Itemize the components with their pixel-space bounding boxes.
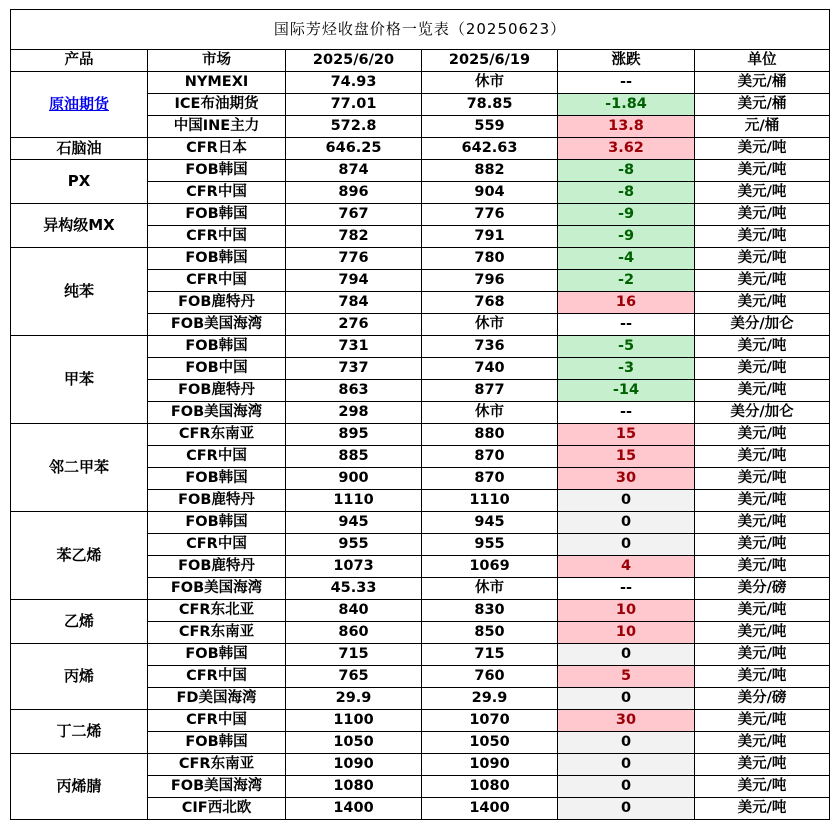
product-cell[interactable] — [11, 72, 148, 138]
table-row — [11, 644, 830, 666]
market-cell: FOB美国海湾 — [148, 578, 286, 600]
unit-cell: 美元/吨 — [695, 160, 830, 182]
price-date-2-cell: 29.9 — [422, 688, 558, 710]
table-row — [11, 424, 830, 446]
unit-cell: 美元/吨 — [695, 556, 830, 578]
price-table — [10, 9, 830, 820]
product-cell: 石脑油 — [11, 138, 148, 160]
market-cell: CFR东南亚 — [148, 424, 286, 446]
change-cell: 13.8 — [558, 116, 695, 138]
header-row — [11, 50, 830, 72]
market-cell: FOB美国海湾 — [148, 776, 286, 798]
market-cell: CFR中国 — [148, 534, 286, 556]
price-date-1-cell: 782 — [286, 226, 422, 248]
table-row — [11, 160, 830, 182]
change-cell: 0 — [558, 490, 695, 512]
change-cell: 0 — [558, 688, 695, 710]
market-cell: ICE布油期货 — [148, 94, 286, 116]
price-date-2-cell: 768 — [422, 292, 558, 314]
product-link[interactable]: 原油期货 — [48, 95, 109, 113]
table-title: 国际芳烃收盘价格一览表（20250623） — [11, 10, 830, 50]
market-cell: FD美国海湾 — [148, 688, 286, 710]
price-date-1-cell: 737 — [286, 358, 422, 380]
unit-cell: 美元/吨 — [695, 622, 830, 644]
price-date-1-cell: 900 — [286, 468, 422, 490]
header-date-2: 2025/6/19 — [422, 50, 558, 72]
header-market: 市场 — [148, 50, 286, 72]
change-cell: 0 — [558, 754, 695, 776]
unit-cell: 美元/吨 — [695, 138, 830, 160]
price-date-1-cell: 784 — [286, 292, 422, 314]
unit-cell: 美元/吨 — [695, 226, 830, 248]
product-cell: 异构级MX — [11, 204, 148, 248]
header-change: 涨跌 — [558, 50, 695, 72]
price-date-2-cell: 880 — [422, 424, 558, 446]
price-date-1-cell: 45.33 — [286, 578, 422, 600]
market-cell: NYMEXI — [148, 72, 286, 94]
market-cell: FOB韩国 — [148, 468, 286, 490]
header-unit: 单位 — [695, 50, 830, 72]
unit-cell: 美元/吨 — [695, 512, 830, 534]
unit-cell: 美元/吨 — [695, 644, 830, 666]
change-cell: 3.62 — [558, 138, 695, 160]
unit-cell: 美元/吨 — [695, 182, 830, 204]
change-cell: -- — [558, 578, 695, 600]
price-date-1-cell: 955 — [286, 534, 422, 556]
price-date-1-cell: 646.25 — [286, 138, 422, 160]
change-cell: -- — [558, 402, 695, 424]
price-date-1-cell: 1050 — [286, 732, 422, 754]
table-row — [11, 754, 830, 776]
market-cell: CFR中国 — [148, 666, 286, 688]
price-date-2-cell: 796 — [422, 270, 558, 292]
price-date-2-cell: 736 — [422, 336, 558, 358]
price-date-2-cell: 78.85 — [422, 94, 558, 116]
unit-cell: 美元/吨 — [695, 754, 830, 776]
unit-cell: 美元/吨 — [695, 446, 830, 468]
market-cell: FOB鹿特丹 — [148, 490, 286, 512]
price-date-1-cell: 74.93 — [286, 72, 422, 94]
price-date-1-cell: 1100 — [286, 710, 422, 732]
price-date-2-cell: 904 — [422, 182, 558, 204]
price-date-1-cell: 863 — [286, 380, 422, 402]
product-cell: 丙烯腈 — [11, 754, 148, 820]
price-date-2-cell: 642.63 — [422, 138, 558, 160]
unit-cell: 美元/吨 — [695, 490, 830, 512]
unit-cell: 美元/吨 — [695, 468, 830, 490]
unit-cell: 美元/吨 — [695, 292, 830, 314]
unit-cell: 美元/吨 — [695, 424, 830, 446]
price-date-1-cell: 276 — [286, 314, 422, 336]
price-date-2-cell: 559 — [422, 116, 558, 138]
market-cell: FOB韩国 — [148, 160, 286, 182]
product-cell: 甲苯 — [11, 336, 148, 424]
price-date-1-cell: 572.8 — [286, 116, 422, 138]
price-date-2-cell: 760 — [422, 666, 558, 688]
table-row — [11, 204, 830, 226]
market-cell: CFR东南亚 — [148, 622, 286, 644]
product-cell: 丁二烯 — [11, 710, 148, 754]
market-cell: FOB美国海湾 — [148, 314, 286, 336]
price-date-2-cell: 870 — [422, 446, 558, 468]
change-cell: 10 — [558, 600, 695, 622]
price-date-2-cell: 830 — [422, 600, 558, 622]
market-cell: FOB鹿特丹 — [148, 292, 286, 314]
price-date-2-cell: 945 — [422, 512, 558, 534]
product-cell: PX — [11, 160, 148, 204]
unit-cell: 美元/吨 — [695, 534, 830, 556]
change-cell: -1.84 — [558, 94, 695, 116]
price-date-2-cell: 1110 — [422, 490, 558, 512]
unit-cell: 美元/桶 — [695, 94, 830, 116]
price-date-2-cell: 1080 — [422, 776, 558, 798]
market-cell: CFR中国 — [148, 270, 286, 292]
market-cell: FOB鹿特丹 — [148, 380, 286, 402]
price-date-2-cell: 780 — [422, 248, 558, 270]
price-date-2-cell: 740 — [422, 358, 558, 380]
price-date-2-cell: 1070 — [422, 710, 558, 732]
change-cell: 4 — [558, 556, 695, 578]
price-date-2-cell: 791 — [422, 226, 558, 248]
market-cell: 中国INE主力 — [148, 116, 286, 138]
market-cell: FOB中国 — [148, 358, 286, 380]
change-cell: 0 — [558, 776, 695, 798]
table-row — [11, 138, 830, 160]
price-date-2-cell: 休市 — [422, 402, 558, 424]
price-date-2-cell: 715 — [422, 644, 558, 666]
unit-cell: 美元/吨 — [695, 710, 830, 732]
market-cell: CFR东南亚 — [148, 754, 286, 776]
table-row — [11, 248, 830, 270]
market-cell: CFR中国 — [148, 710, 286, 732]
change-cell: -4 — [558, 248, 695, 270]
unit-cell: 元/桶 — [695, 116, 830, 138]
table-row — [11, 600, 830, 622]
market-cell: FOB美国海湾 — [148, 402, 286, 424]
unit-cell: 美分/加仑 — [695, 402, 830, 424]
price-date-2-cell: 休市 — [422, 314, 558, 336]
price-date-1-cell: 860 — [286, 622, 422, 644]
market-cell: FOB鹿特丹 — [148, 556, 286, 578]
change-cell: -9 — [558, 204, 695, 226]
price-date-1-cell: 1080 — [286, 776, 422, 798]
price-date-1-cell: 298 — [286, 402, 422, 424]
price-date-2-cell: 955 — [422, 534, 558, 556]
unit-cell: 美元/吨 — [695, 732, 830, 754]
price-date-1-cell: 874 — [286, 160, 422, 182]
price-date-1-cell: 77.01 — [286, 94, 422, 116]
product-cell: 丙烯 — [11, 644, 148, 710]
change-cell: -- — [558, 314, 695, 336]
price-date-1-cell: 885 — [286, 446, 422, 468]
change-cell: 10 — [558, 622, 695, 644]
price-date-1-cell: 895 — [286, 424, 422, 446]
change-cell: 0 — [558, 534, 695, 556]
unit-cell: 美分/磅 — [695, 688, 830, 710]
unit-cell: 美元/吨 — [695, 380, 830, 402]
price-date-1-cell: 840 — [286, 600, 422, 622]
table-row — [11, 512, 830, 534]
market-cell: CFR东北亚 — [148, 600, 286, 622]
price-date-1-cell: 1110 — [286, 490, 422, 512]
change-cell: 15 — [558, 424, 695, 446]
market-cell: FOB韩国 — [148, 248, 286, 270]
price-date-1-cell: 776 — [286, 248, 422, 270]
market-cell: FOB韩国 — [148, 512, 286, 534]
change-cell: 0 — [558, 644, 695, 666]
price-date-1-cell: 29.9 — [286, 688, 422, 710]
price-date-2-cell: 882 — [422, 160, 558, 182]
market-cell: CIF西北欧 — [148, 798, 286, 820]
price-date-2-cell: 1050 — [422, 732, 558, 754]
price-date-2-cell: 776 — [422, 204, 558, 226]
unit-cell: 美元/吨 — [695, 248, 830, 270]
change-cell: -3 — [558, 358, 695, 380]
change-cell: 5 — [558, 666, 695, 688]
price-date-2-cell: 休市 — [422, 72, 558, 94]
unit-cell: 美分/加仑 — [695, 314, 830, 336]
header-date-1: 2025/6/20 — [286, 50, 422, 72]
price-date-2-cell: 870 — [422, 468, 558, 490]
change-cell: 30 — [558, 710, 695, 732]
price-date-1-cell: 945 — [286, 512, 422, 534]
unit-cell: 美元/吨 — [695, 798, 830, 820]
price-date-2-cell: 1090 — [422, 754, 558, 776]
price-date-2-cell: 1069 — [422, 556, 558, 578]
change-cell: 0 — [558, 512, 695, 534]
title-row — [11, 10, 830, 50]
change-cell: -14 — [558, 380, 695, 402]
unit-cell: 美元/吨 — [695, 776, 830, 798]
market-cell: CFR中国 — [148, 182, 286, 204]
market-cell: CFR日本 — [148, 138, 286, 160]
change-cell: 15 — [558, 446, 695, 468]
change-cell: 16 — [558, 292, 695, 314]
change-cell: 30 — [558, 468, 695, 490]
unit-cell: 美元/吨 — [695, 666, 830, 688]
change-cell: -2 — [558, 270, 695, 292]
price-date-1-cell: 1400 — [286, 798, 422, 820]
unit-cell: 美元/吨 — [695, 358, 830, 380]
price-date-1-cell: 1073 — [286, 556, 422, 578]
product-cell: 苯乙烯 — [11, 512, 148, 600]
unit-cell: 美元/吨 — [695, 600, 830, 622]
price-date-1-cell: 731 — [286, 336, 422, 358]
product-cell: 乙烯 — [11, 600, 148, 644]
price-date-1-cell: 794 — [286, 270, 422, 292]
market-cell: FOB韩国 — [148, 644, 286, 666]
change-cell: -- — [558, 72, 695, 94]
price-date-1-cell: 765 — [286, 666, 422, 688]
market-cell: FOB韩国 — [148, 732, 286, 754]
unit-cell: 美元/吨 — [695, 270, 830, 292]
change-cell: 0 — [558, 732, 695, 754]
product-cell: 纯苯 — [11, 248, 148, 336]
change-cell: 0 — [558, 798, 695, 820]
market-cell: CFR中国 — [148, 446, 286, 468]
header-product: 产品 — [11, 50, 148, 72]
unit-cell: 美元/吨 — [695, 204, 830, 226]
change-cell: -8 — [558, 160, 695, 182]
change-cell: -8 — [558, 182, 695, 204]
unit-cell: 美元/吨 — [695, 336, 830, 358]
unit-cell: 美元/桶 — [695, 72, 830, 94]
table-row — [11, 336, 830, 358]
change-cell: -5 — [558, 336, 695, 358]
market-cell: FOB韩国 — [148, 204, 286, 226]
table-row — [11, 72, 830, 94]
price-date-1-cell: 715 — [286, 644, 422, 666]
price-date-1-cell: 1090 — [286, 754, 422, 776]
price-date-2-cell: 877 — [422, 380, 558, 402]
unit-cell: 美分/磅 — [695, 578, 830, 600]
change-cell: -9 — [558, 226, 695, 248]
price-date-2-cell: 850 — [422, 622, 558, 644]
market-cell: CFR中国 — [148, 226, 286, 248]
price-date-2-cell: 休市 — [422, 578, 558, 600]
market-cell: FOB韩国 — [148, 336, 286, 358]
table-row — [11, 710, 830, 732]
price-date-1-cell: 767 — [286, 204, 422, 226]
price-date-2-cell: 1400 — [422, 798, 558, 820]
price-date-1-cell: 896 — [286, 182, 422, 204]
product-cell: 邻二甲苯 — [11, 424, 148, 512]
